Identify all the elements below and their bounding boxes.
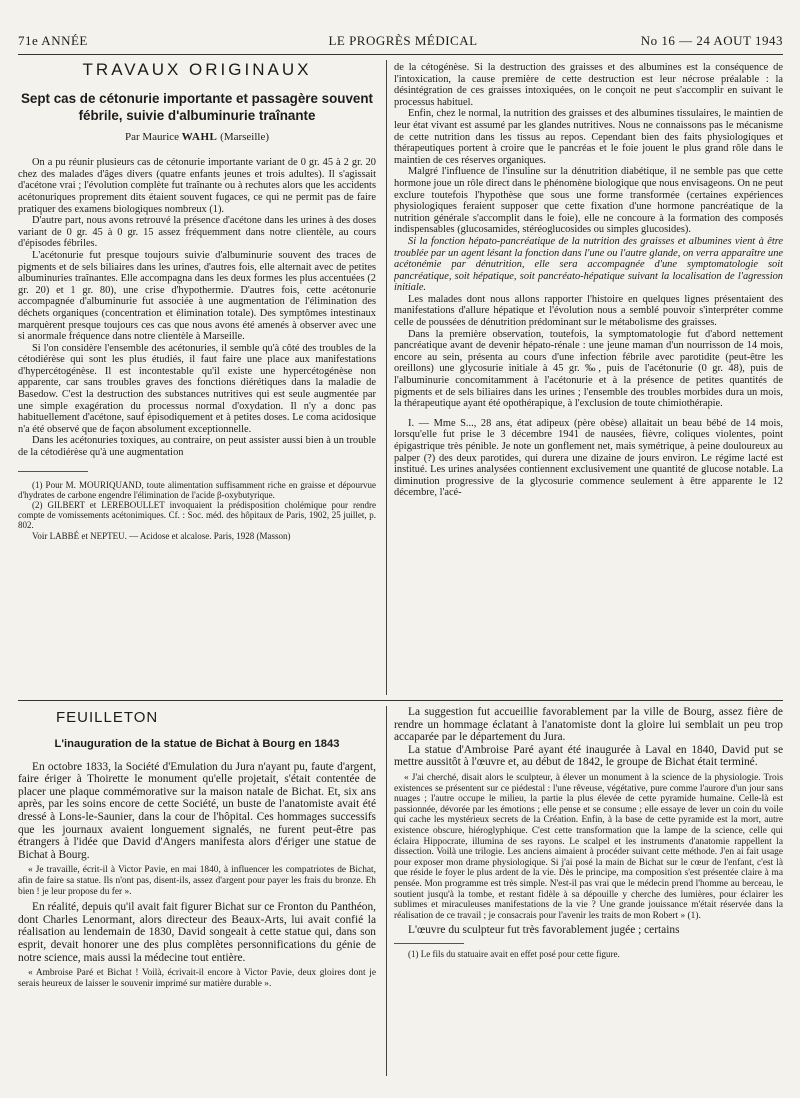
paragraph-italic: Si la fonction hépato-pancréatique de la nutrition des graisses et albumines vient à être troublée par un agent lésant la fonction dans l'une ou l'autre glande, on verra apparaître une acétonémie par dénutrition, elle sera accompagnée d'une symptomatologie soit pancréatique, soit hépatique, soit pancréato-hépatique suivant la localisation de l'agression initiale.	[394, 235, 783, 294]
author-name: WAHL	[181, 130, 218, 143]
paragraph: Les malades dont nous allons rapporter l'histoire en quelques lignes présentaient des manifestations d'allure hépatique et l'évolution nous a semblé pouvoir s'interpréter comme celle de poussées de dénutrition prédominant sur le métabolisme des graisses.	[394, 293, 783, 329]
volume-year: 71e ANNÉE	[18, 33, 88, 48]
issue-date: No 16 — 24 AOUT 1943	[640, 33, 783, 48]
paragraph: On a pu réunir plusieurs cas de cétonurie importante variant de 0 gr. 45 à 2 gr. 20 chez des malades d'âges divers (quatre enfants jeunes et trois adultes). Il s'agissait d'acétone vrai ; l'évolution complète fut traînante ou à rechutes alors que les accidents acétonuriques proprement dits étaient souvent fugaces, ce qui ne permit pas de faire pratiquer des examens biologiques nombreux (1).	[18, 157, 376, 215]
paragraph: de la cétogénèse. Si la destruction des graisses et des albumines est la conséquence de l'intoxication, la cause première de cette destruction est leur nécrose préalable : la désintégration de ces graisses intoxiquées, on le conçoit ne peut s'accomplir en suivant le processus habituel.	[394, 62, 783, 108]
observation-paragraph: I. — Mme S..., 28 ans, état adipeux (père obèse) allaitait un beau bébé de 14 mois, lorsqu'elle fut prise le 3 décembre 1941 de nausées, fièvre, coliques violentes, point épigastrique très pénible. Je note un gonflement net, mais symétrique, à peine douloureux au palper (?) des deux parotides, qui durera une dizaine de jours environ. Le régime lacté est institué. Les urines analysées contiennent exclusivement une quantité de glucose notable. La diminution progressive de la glycosurie commence seulement à être apparente le 12 décembre, l'acé-	[394, 417, 783, 499]
journal-page	[18, 30, 783, 1090]
paragraph: Enfin, chez le normal, la nutrition des graisses et des albumines tissulaires, le maintien de leur état vivant est assumé par les glandes nutritives. Nous ne connaissons pas le mécanisme de cette nutrition dans les tissus au repos. Cependant bien des faits physiologiques et thérapeutiques portent à croire que le pancréas et le foie jouent le plus grand rôle dans le maintien de ces réserves organiques.	[394, 108, 783, 166]
page-header	[18, 30, 783, 55]
paragraph: La suggestion fut accueillie favorablement par la ville de Bourg, assez fière de rendre un hommage éclatant à l'anatomiste dont la gloire lui semblait un peu trop accaparée par le département du Jura.	[394, 706, 783, 744]
author-city: (Marseille)	[220, 130, 270, 143]
article-right-column	[394, 62, 783, 695]
paragraph: Malgré l'influence de l'insuline sur la dénutrition diabétique, il ne semble pas que cette hormone joue un rôle direct dans le phénomène biologique que nous envisageons. On ne peut exclure toutefois l'hypothèse que sous une forme transformée (certaines expériences physiologiques feraient supposer que cette fixation d'une hormone pancréatique de la nutrition générale s'accomplit dans le foie), elle ne concoure à la formation des composés indispensables (glucosamides, stéréoglucosides ou simples glucosides).	[394, 166, 783, 236]
journal-title: LE PROGRÈS MÉDICAL	[328, 33, 478, 48]
paragraph: Dans la première observation, toutefois, la symptomatologie fut d'abord nettement pancréatique avant de devenir hépato-rénale : une jeune maman d'un nourrisson de 14 mois, encore au sein, présenta au cours d'une infection fébrile avec parotidite (peut-être les oreillons) une glycosurie initiale à 45 gr. ‰, puis de l'acétonurie (0 gr. 48), puis de l'albuminurie concomitamment à l'acétonurie et à la présence de petites quantités de pigments et de sels biliaires dans les urines ; l'ensemble des troubles morbides dura un mois, la thérapeutique ayant été opothérapique, à l'exclusion de toute chimiothérapie.	[394, 328, 783, 410]
feuilleton-heading: FEUILLETON	[56, 709, 159, 726]
column-divider	[386, 706, 387, 1076]
paragraph: Dans les acétonuries toxiques, au contraire, on peut assister aussi bien à un trouble de la cétodiérèse qu'à une augmentation	[18, 435, 376, 459]
footnote: (2) GILBERT et LEREBOULLET invoquaient la prédisposition cholémique pour rendre compte de vomissements acétonimiques. Cf. : Soc. méd. des hôpitaux de Paris, 1902, 25 juillet, p. 802.	[18, 500, 376, 531]
article-left-column	[18, 60, 376, 695]
feuilleton-separator	[18, 700, 783, 701]
paragraph: En octobre 1833, la Société d'Emulation du Jura n'ayant pu, faute d'argent, faire ériger à Thoirette le monument qu'elle projetait, s'était contentée de placer une plaque commémorative sur la maison natale de Bichat. Et, six ans après, par les soins encore de cette Société, un buste de l'anatomiste avait été dressé à Lons-le-Saunier, dans la cour de l'hôpital. Ces hommages successifs que les journaux avaient longuement signalés, ne furent peut-être pas étrangers à l'idée que David d'Angers manifesta alors d'ériger une statue de Bichat à Bourg.	[18, 760, 376, 861]
paragraph: La statue d'Ambroise Paré ayant été inaugurée à Laval en 1840, David put se mettre aussitôt à l'œuvre et, au début de 1842, le groupe de Bichat était terminé.	[394, 743, 783, 769]
section-title: TRAVAUX ORIGINAUX	[82, 60, 312, 79]
byline-prefix: Par Maurice	[124, 130, 180, 143]
quotation: « J'ai cherché, disait alors le sculpteur, à élever un monument à la science de la physiologie. Trois existences se présentent sur ce piédestal : l'une rêveuse, végétative, pure comme l'aurore d'un jour sans nuages ; l'autre occupe le milieu, la partie la plus élevée de cette pyramide humaine. Celle-là est passionnée, dévorée par les émotions ; elle pense et se consume ; elle essaye de lever un coin du voile qui cache les mystérieux secrets de la Création. Enfin, à la base de cette pyramide est la mort, autre existence obscure, hiéroglyphique. C'est cette transformation que la lampe de la science, celle qui éclaira Hippocrate, illumina de ses rayons. Le scalpel et les instruments d'anatomie rappellent la dissection. Voilà une trilogie. Les anciens aimaient à procéder suivant cette méthode. J'en ai fait usage pour exposer mon drame physiologique. Si j'ai posé la main de Bichat sur le cœur de l'enfant, c'est là que réside le foyer le plus ardent de la vie. Dès le principe, ma composition s'est présentée claire à ma pensée. Mon programme est très simple. N'est-il pas vrai que le médecin prend l'homme au berceau, le soutient jusqu'à la tombe, et restant fidèle à sa dépouille y cherche des lumières, pour éclairer les sublimes et miraculeuses manifestations de la vie ? Une grande jouissance m'était réservée dans la réalisation de ce travail ; je consacrais pour l'avenir les traits de mon Robert » (1).	[394, 772, 783, 921]
feuilleton-right-column	[394, 706, 783, 1076]
paragraph: D'autre part, nous avons retrouvé la présence d'acétone dans les urines à des doses variant de 0 gr. 45 à 0 gr. 15 assez fréquemment dans notre clientèle, au cours d'épisodes fébriles.	[18, 215, 376, 250]
feuilleton-title: L'inauguration de la statue de Bichat à Bourg en 1843	[54, 737, 340, 750]
quotation: « Je travaille, écrit-il à Victor Pavie, en mai 1840, à influencer les compatriotes de Bichat, afin de faire sa statue. Ils n'ont pas, disent-ils, assez d'argent pour payer les frais du bronze. Eh bien ! je leur propose du fer ».	[18, 865, 376, 897]
quotation: « Ambroise Paré et Bichat ! Voilà, écrivait-il encore à Victor Pavie, deux gloires dont je serais heureux de laisser le souvenir imprimé sur matière durable ».	[18, 968, 376, 989]
paragraph: L'acétonurie fut presque toujours suivie d'albuminurie souvent des traces de pigments et de sels biliaires dans les urines, d'autres fois, elle alternait avec de petites albuminuries traînantes. Elle accompagna dans les deux formes les plus accentuées (2 gr. 20) et 1 gr. 80), une crise d'hypothermie. D'autres fois, cette acétonurie accompagnée d'albuminurie fut associée à une augmentation de l'élimination des déchets organiques (concentration et élimination totale). Des symptômes intestinaux marquèrent presque toujours ces cas que nous avons été amenés à observer avec une si anormale fréquence dans notre clientèle à Marseille.	[18, 249, 376, 343]
footnote: Voir LABBÉ et NEPTEU. — Acidose et alcalose. Paris, 1928 (Masson)	[32, 530, 291, 541]
paragraph: L'œuvre du sculpteur fut très favorablement jugée ; certains	[408, 924, 680, 937]
footnote: (1) Pour M. MOURIQUAND, toute alimentation suffisamment riche en graisse et dépourvue d'hydrates de carbone engendre l'élimination de l'acide β-oxybutyrique.	[18, 479, 376, 500]
paragraph: Si l'on considère l'ensemble des acétonuries, il semble qu'à côté des troubles de la cétodiérèse qui sont les plus étudiés, il faut faire une place aux manifestations d'hypercétogénèse. Il est incontestable qu'il existe une hypercétogénèse non apparente, car sans troubles graves des fonctions diérétiques dans la maladie de Basedow. C'est la destruction des substances nutritives qui est seule augmentée par une simple exagération du processus normal d'oxydation. Il n'y a donc pas habituellement d'acétone, sauf épisodiquement et à petites doses. Le coma acidosique n'a été observé que de façon absolument exceptionnelle.	[18, 342, 376, 435]
feuilleton-left-column	[18, 704, 376, 1074]
paragraph: En réalité, depuis qu'il avait fait figurer Bichat sur ce Fronton du Panthéon, dont Charles Lenormant, alors directeur des Beaux-Arts, lui avait confié la réalisation au lendemain de 1830, David songeait à cette statue qui, dans son esprit, devait honorer une des plus complètes personnifications du génie de notre science, mais aussi la médecine tout entière.	[18, 901, 376, 964]
column-divider	[386, 60, 387, 695]
footnote-rule	[394, 943, 464, 944]
article-title: Sept cas de cétonurie importante et passagère souvent fébrile, suivie d'albuminurie traînante	[21, 90, 373, 123]
footnote-rule	[18, 471, 88, 472]
footnote: (1) Le fils du statuaire avait en effet posé pour cette figure.	[408, 948, 620, 959]
article-byline	[18, 132, 376, 144]
